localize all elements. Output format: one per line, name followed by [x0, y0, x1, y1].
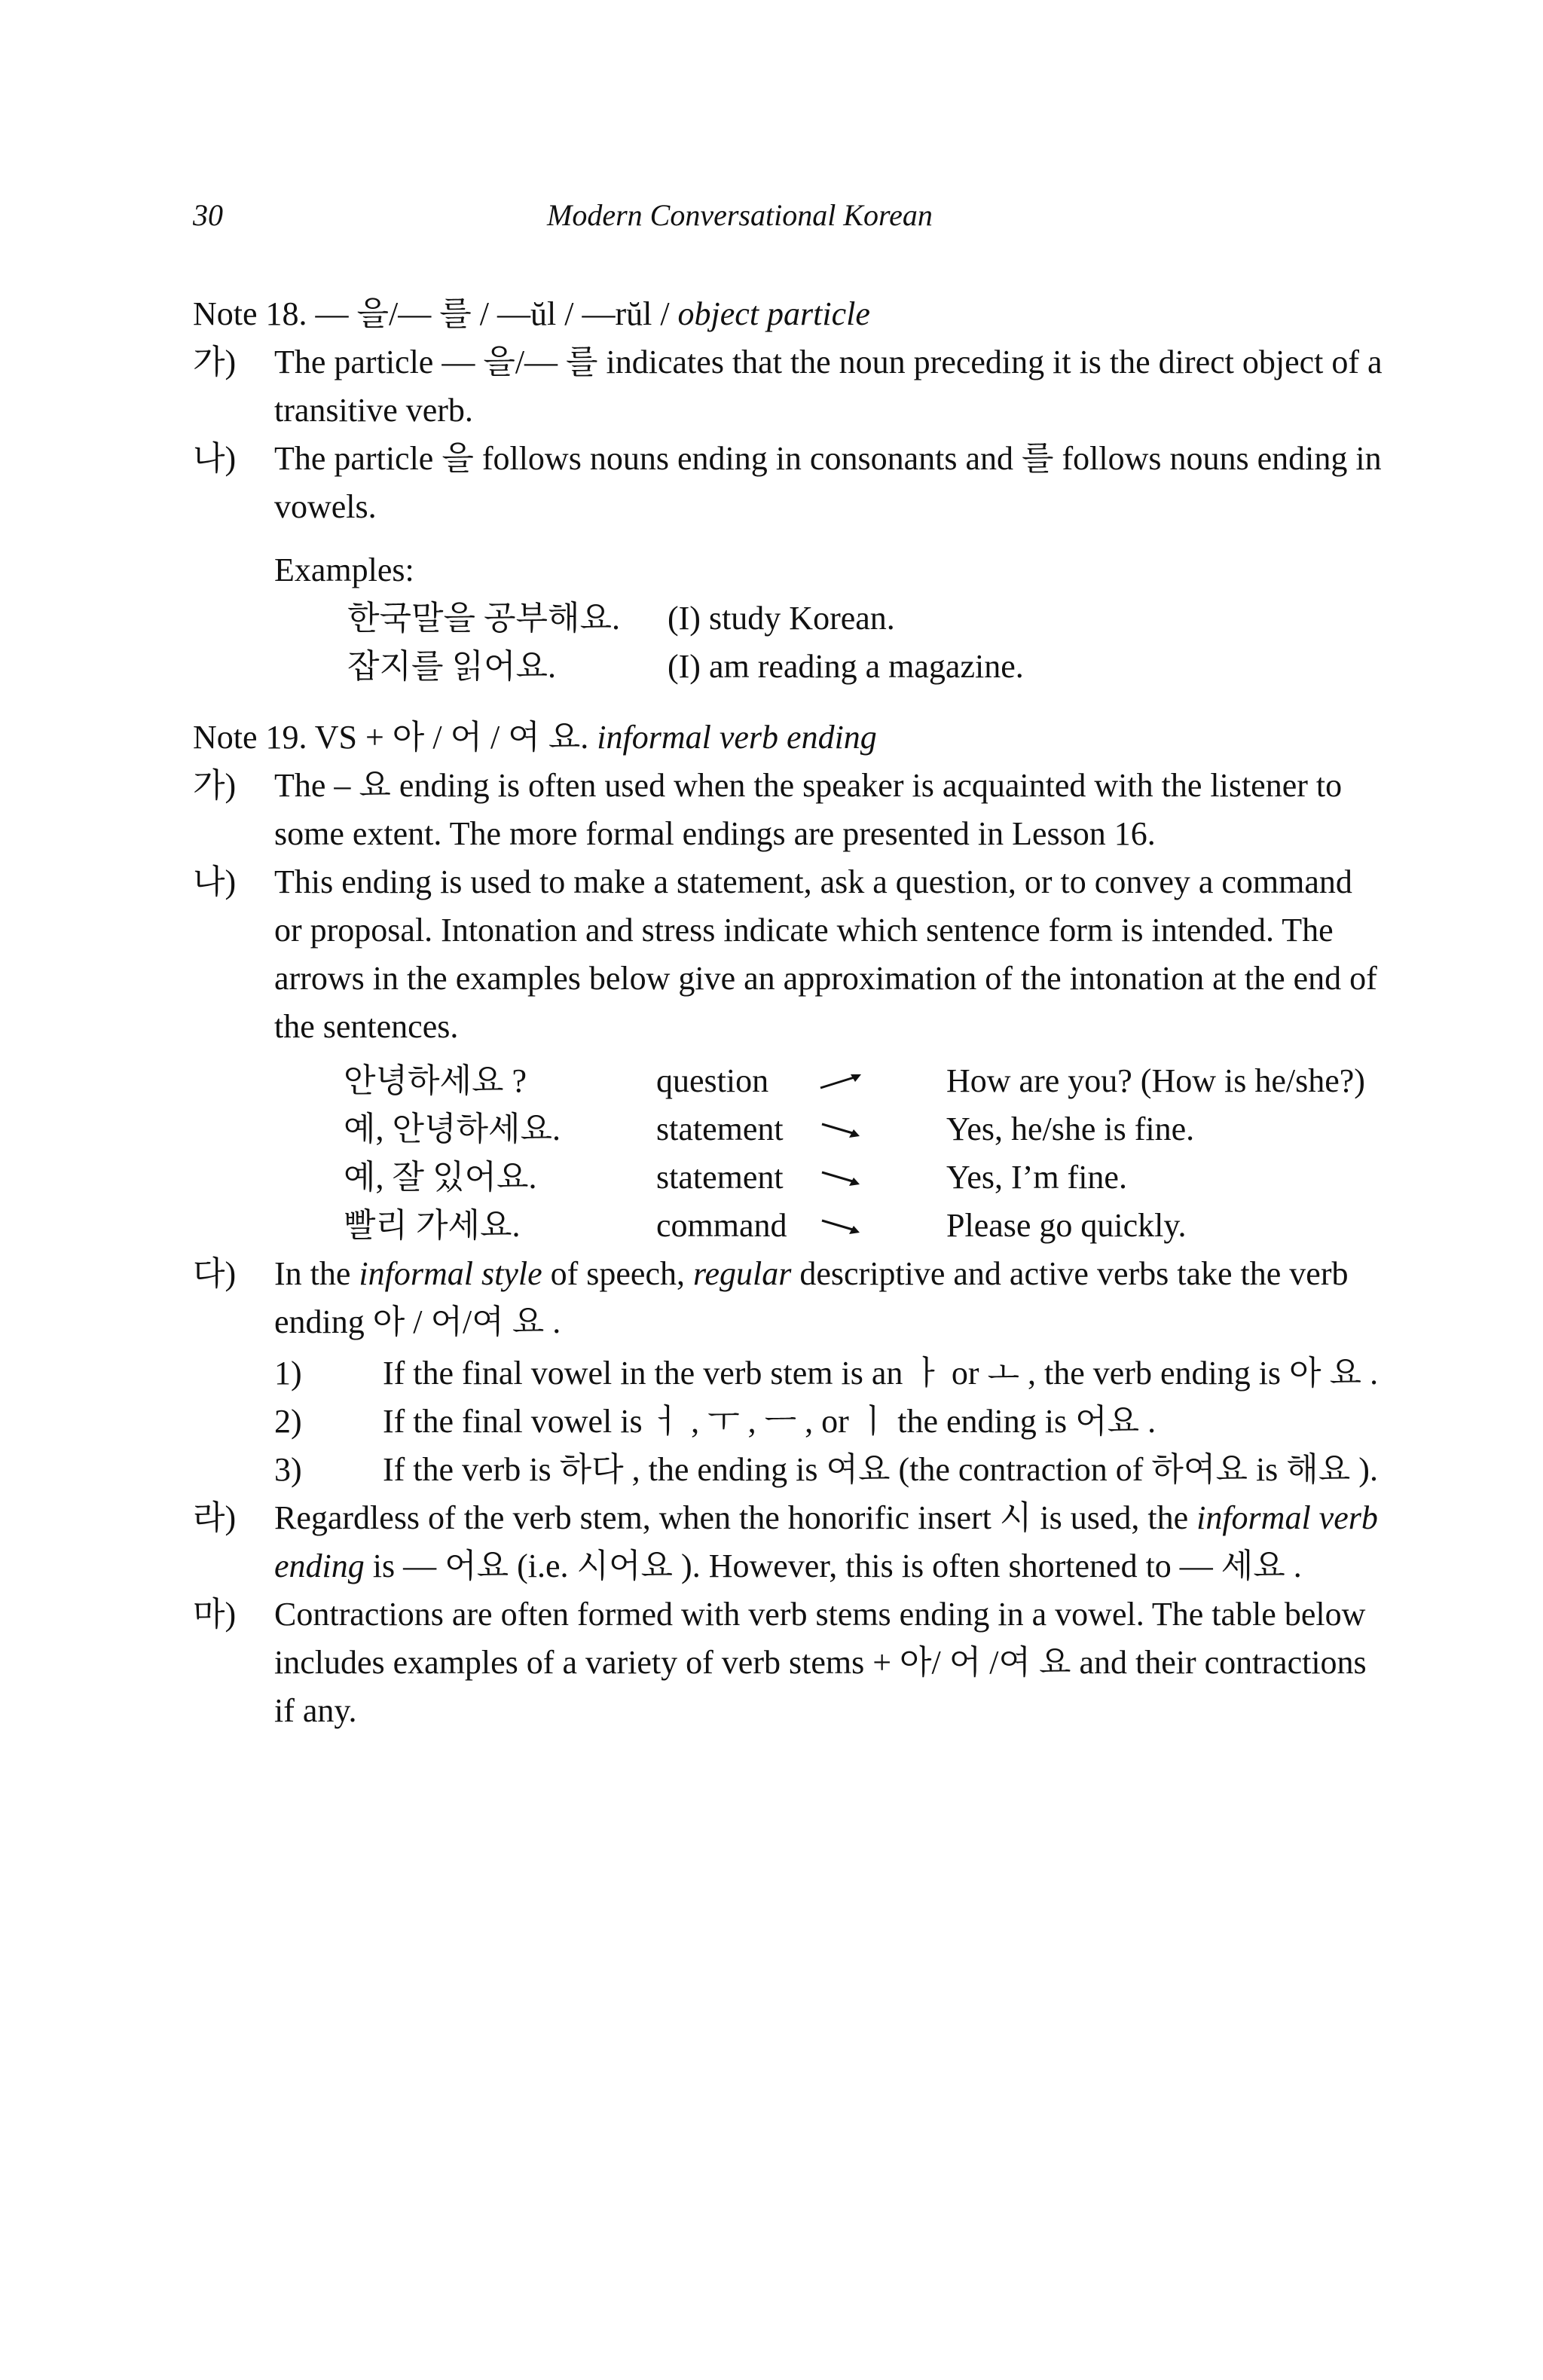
- sub-rule: [274, 1349, 1383, 1398]
- item-text: This ending is used to make a statement, ask a question, or to convey a command or proposal. Intonation and stress indicate which sentence form is intended. The arrows in the examples below give an approximation of the intonation at the end of the sentences.: [274, 863, 1377, 1045]
- example-row: [193, 643, 1383, 691]
- item-marker: 마): [193, 1596, 237, 1633]
- intonation-english: How are you? (How is he/she?): [946, 1062, 1365, 1099]
- sub-rule-text: If the final vowel in the verb stem is an ㅏ or ㅗ , the verb ending is 아 요 .: [383, 1355, 1379, 1392]
- intonation-row: [344, 1105, 1383, 1153]
- sub-rule-number: 3): [274, 1451, 302, 1488]
- note-18-item-na: [193, 435, 1383, 531]
- note-18-item-ga: [193, 338, 1383, 435]
- item-text: The – 요 ending is often used when the speaker is acquainted with the listener to some extent. The more formal endings are presented in Lesson 16.: [274, 767, 1343, 852]
- rising-arrow-icon: [814, 1057, 946, 1105]
- item-text: Contractions are often formed with verb stems ending in a vowel. The table below includes examples of a variety of verb stems + 아/ 어 /여 요 and their contractions if any.: [274, 1596, 1367, 1729]
- text-run: Regardless of the verb stem, when the honorific insert 시 is used, the: [274, 1499, 1197, 1536]
- item-text: The particle 을 follows nouns ending in consonants and 를 follows nouns ending in vowels.: [274, 440, 1382, 525]
- text-run: descriptive and active verbs take the verb ending 아 / 어/여 요 .: [274, 1255, 1349, 1340]
- item-marker: 다): [193, 1255, 237, 1292]
- note-19-item-na: [193, 858, 1383, 1051]
- note-19-heading: [193, 713, 1383, 762]
- note-19-item-ga: [193, 762, 1383, 858]
- item-marker: 가): [193, 344, 237, 380]
- item-marker: 나): [193, 863, 237, 900]
- intonation-row: [344, 1057, 1383, 1105]
- note-19-title: informal verb ending: [597, 719, 877, 756]
- page-number: 30: [193, 198, 223, 232]
- item-marker: 가): [193, 767, 237, 804]
- text-run: of speech,: [542, 1255, 693, 1292]
- intonation-function: statement: [656, 1159, 784, 1196]
- example-english: (I) am reading a magazine.: [668, 648, 1024, 685]
- sub-rule-text: If the verb is 하다 , the ending is 여요 (the contraction of 하여요 is 해요 ).: [383, 1451, 1378, 1488]
- intonation-korean: 예, 안녕하세요.: [344, 1111, 561, 1147]
- note-18-label: Note 18.: [193, 295, 307, 332]
- falling-arrow-icon: [814, 1153, 946, 1202]
- note-19-label: Note 19.: [193, 719, 307, 756]
- page-content: [193, 290, 1383, 1735]
- intonation-row: [344, 1153, 1383, 1202]
- text-run: In the: [274, 1255, 359, 1292]
- item-text: [274, 1255, 1349, 1340]
- sub-rule-text: If the final vowel is ㅓ , ㅜ , ㅡ , or ㅣ the ending is 어요 .: [383, 1403, 1156, 1440]
- intonation-english: Yes, he/she is fine.: [946, 1111, 1195, 1147]
- example-korean: 잡지를 읽어요.: [347, 648, 557, 685]
- intonation-korean: 예, 잘 있어요.: [344, 1159, 537, 1196]
- note-19-form: VS + 아 / 어 / 여 요.: [314, 719, 589, 756]
- falling-arrow-icon: [814, 1202, 946, 1250]
- intonation-korean: 빨리 가세요.: [344, 1207, 521, 1244]
- running-title: Modern Conversational Korean: [547, 198, 933, 232]
- example-korean: 한국말을 공부해요.: [347, 600, 621, 637]
- page-header: [193, 197, 1392, 243]
- intonation-function: statement: [656, 1111, 784, 1147]
- text-emphasis: informal style: [359, 1255, 542, 1292]
- example-english: (I) study Korean.: [668, 600, 895, 637]
- item-marker: 나): [193, 440, 237, 477]
- examples-label: Examples:: [274, 551, 414, 588]
- intonation-english: Please go quickly.: [946, 1207, 1187, 1244]
- intonation-function: command: [656, 1207, 787, 1244]
- note-19-item-ma: [193, 1590, 1383, 1735]
- example-row: [193, 594, 1383, 643]
- falling-arrow-icon: [814, 1105, 946, 1153]
- intonation-row: [344, 1202, 1383, 1250]
- note-18-heading: [193, 290, 1383, 338]
- item-text: The particle — 을/— 를 indicates that the noun preceding it is the direct object of a transitive verb.: [274, 344, 1383, 429]
- note-19-item-da: [193, 1250, 1383, 1494]
- sub-rule-number: 2): [274, 1403, 302, 1440]
- item-marker: 라): [193, 1499, 237, 1536]
- note-19-item-ra: [193, 1494, 1383, 1590]
- note-18-particle: — 을/— 를 / —ŭl / —rŭl /: [315, 295, 670, 332]
- note-18-title: object particle: [677, 295, 870, 332]
- text-emphasis: regular: [692, 1255, 792, 1292]
- intonation-function: question: [656, 1062, 769, 1099]
- sub-rule: [274, 1398, 1383, 1446]
- sub-rule-number: 1): [274, 1355, 302, 1392]
- sub-rule: [274, 1446, 1383, 1494]
- intonation-english: Yes, I’m fine.: [946, 1159, 1127, 1196]
- item-text: [274, 1499, 1378, 1584]
- intonation-korean: 안녕하세요 ?: [344, 1062, 527, 1099]
- text-emphasis: informal verb ending: [274, 1499, 1378, 1584]
- text-run: is — 어요 (i.e. 시어요 ). However, this is often shortened to — 세요 .: [364, 1547, 1302, 1584]
- intonation-examples: [344, 1057, 1383, 1250]
